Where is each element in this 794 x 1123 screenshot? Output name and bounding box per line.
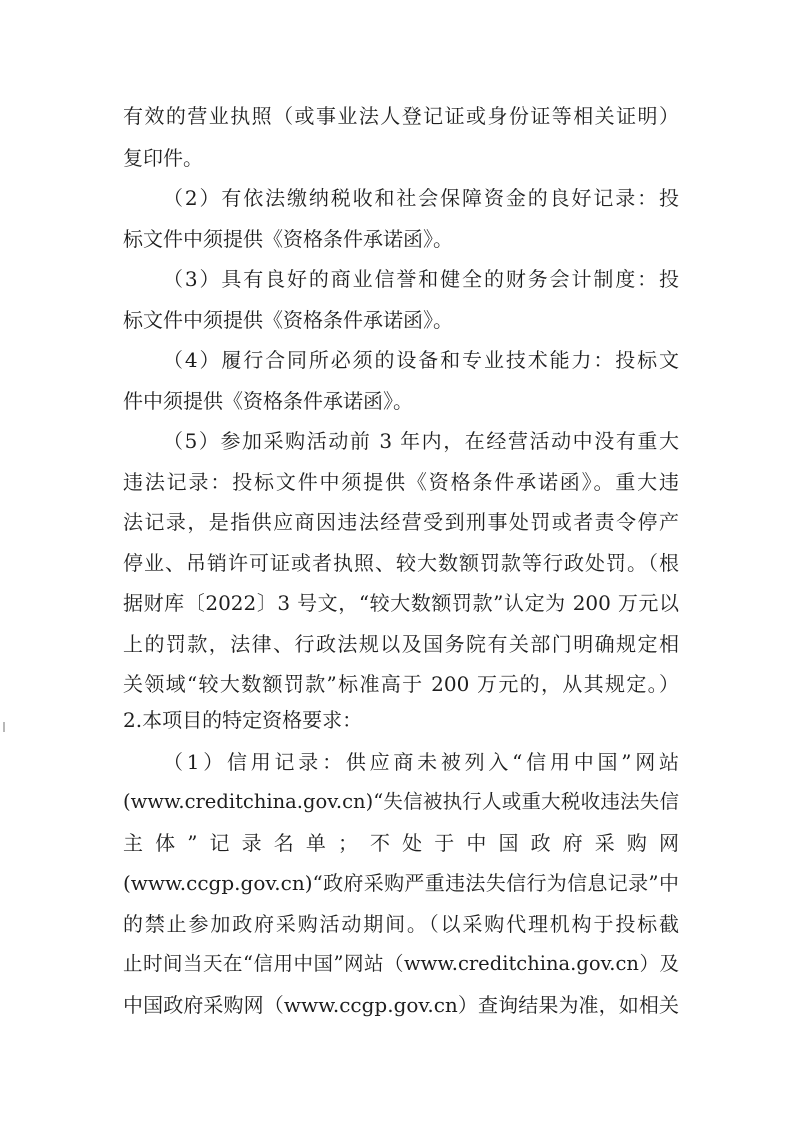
paragraph-line: 上的罚款，法律、行政法规以及国务院有关部门明确规定相 xyxy=(123,632,679,656)
paragraph-line: 件中须提供《资格条件承诺函》。 xyxy=(123,389,413,413)
paragraph-line: 的禁止参加政府采购活动期间。（以采购代理机构于投标截 xyxy=(123,912,679,936)
paragraph-line: 关领域“较大数额罚款”标准高于 200 万元的，从其规定。） xyxy=(123,672,679,696)
paragraph-line: 标文件中须提供《资格条件承诺函》。 xyxy=(123,308,453,332)
paragraph-line: （1）信用记录：供应商未被列入“信用中国”网站 xyxy=(163,750,679,774)
paragraph-line: （3）具有良好的商业信誉和健全的财务会计制度：投 xyxy=(163,267,679,291)
paragraph-line: (www.creditchina.gov.cn)“失信被执行人或重大税收违法失信 xyxy=(123,790,679,813)
paragraph-line: 有效的营业执照（或事业法人登记证或身份证等相关证明） xyxy=(123,104,679,128)
paragraph-line: 据财库〔2022〕3 号文，“较大数额罚款”认定为 200 万元以 xyxy=(123,591,679,615)
paragraph-line: （4）履行合同所必须的设备和专业技术能力：投标文 xyxy=(163,348,679,372)
paragraph-line: 止时间当天在“信用中国”网站（www.creditchina.gov.cn）及 xyxy=(123,952,679,975)
paragraph-line: 标文件中须提供《资格条件承诺函》。 xyxy=(123,227,453,251)
paragraph-line: 违法记录：投标文件中须提供《资格条件承诺函》。重大违 xyxy=(123,470,679,494)
paragraph-line: 主体”记录名单；不处于中国政府采购网 xyxy=(123,831,679,855)
paragraph-line: 停业、吊销许可证或者执照、较大数额罚款等行政处罚。（根 xyxy=(123,551,679,575)
paragraph-line: （2）有依法缴纳税收和社会保障资金的良好记录：投 xyxy=(163,186,679,210)
paragraph-line: 中国政府采购网（www.ccgp.gov.cn）查询结果为准，如相关 xyxy=(123,993,679,1017)
paragraph-line: （5）参加采购活动前 3 年内，在经营活动中没有重大 xyxy=(163,429,679,453)
paragraph-line: 复印件。 xyxy=(123,146,203,170)
scan-mark xyxy=(3,722,5,732)
paragraph-line: (www.ccgp.gov.cn)“政府采购严重违法失信行为信息记录”中 xyxy=(123,871,679,895)
paragraph-line: 2.本项目的特定资格要求： xyxy=(123,708,363,732)
paragraph-line: 法记录，是指供应商因违法经营受到刑事处罚或者责令停产 xyxy=(123,510,679,534)
